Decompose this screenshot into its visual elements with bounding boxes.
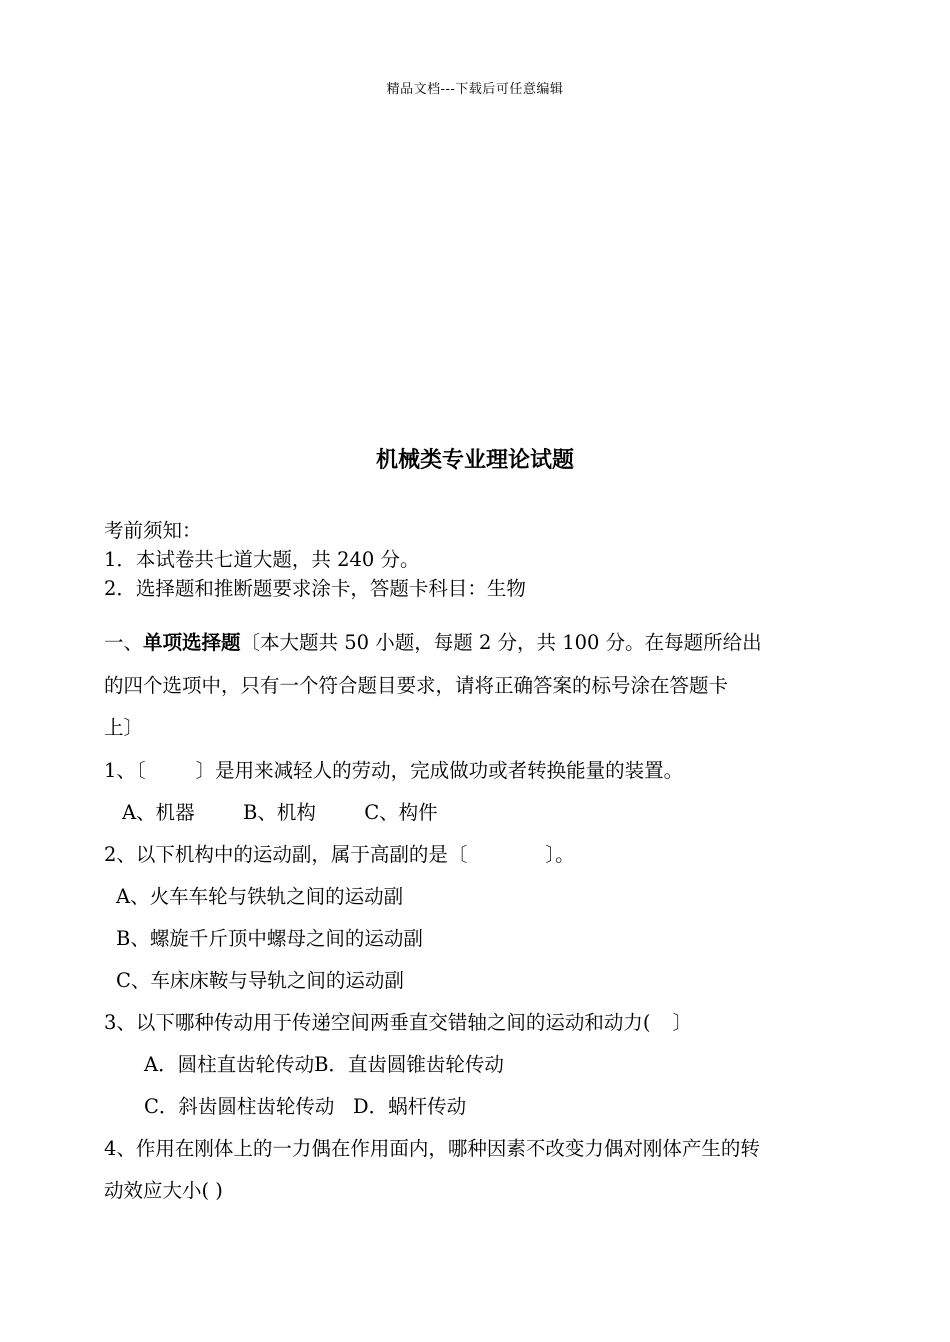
question-3-stem-a: 3、以下哪种传动用于传递空间两垂直交错轴之间的运动和动力( — [104, 1011, 651, 1034]
section-instructions-3: 上〕 — [104, 716, 144, 739]
notice-heading: 考前须知： — [104, 519, 202, 542]
question-2 — [104, 839, 575, 867]
page-header: 精品文档---下载后可任意编辑 — [386, 82, 564, 97]
option: C、车床床鞍与导轨之间的运动副 — [116, 969, 404, 992]
question-4-line-2: 动效应大小( ) — [104, 1179, 223, 1202]
question-2-stem-b: 〕。 — [545, 843, 575, 866]
option: B、机构 — [243, 801, 316, 824]
question-1-stem-a: 1、〔 — [104, 759, 146, 782]
question-1-options — [122, 797, 438, 825]
option: A．圆柱直齿轮传动B．直齿圆锥齿轮传动 — [144, 1053, 504, 1076]
question-1 — [104, 755, 683, 783]
section-heading — [104, 627, 762, 655]
option: C．斜齿圆柱齿轮传动 D．蜗杆传动 — [144, 1095, 467, 1118]
section-name: 单项选择题 — [143, 631, 241, 654]
option: B、螺旋千斤顶中螺母之间的运动副 — [116, 927, 423, 950]
question-4-line-1: 4、作用在刚体上的一力偶在作用面内，哪种因素不改变力偶对刚体产生的转 — [104, 1137, 760, 1160]
question-2-stem-a: 2、以下机构中的运动副，属于高副的是〔 — [104, 843, 468, 866]
option: A、机器 — [122, 801, 195, 824]
notice-item-1: 1．本试卷共七道大题，共 240 分。 — [104, 548, 420, 571]
question-3 — [104, 1007, 692, 1035]
section-instructions-2: 的四个选项中，只有一个符合题目要求，请将正确答案的标号涂在答题卡 — [104, 674, 729, 697]
option: A、火车车轮与铁轨之间的运动副 — [116, 885, 404, 908]
section-instructions-1: 〔本大题共 50 小题，每题 2 分，共 100 分。在每题所给出 — [240, 631, 762, 654]
notice-item-2: 2．选择题和推断题要求涂卡，答题卡科目：生物 — [104, 577, 526, 600]
exam-title: 机械类专业理论试题 — [375, 447, 574, 473]
question-3-stem-b: 〕 — [672, 1011, 693, 1034]
option: C、构件 — [364, 801, 438, 824]
question-1-stem-b: 〕是用来减轻人的劳动，完成做功或者转换能量的装置。 — [195, 759, 684, 782]
section-number: 一、 — [104, 631, 144, 654]
